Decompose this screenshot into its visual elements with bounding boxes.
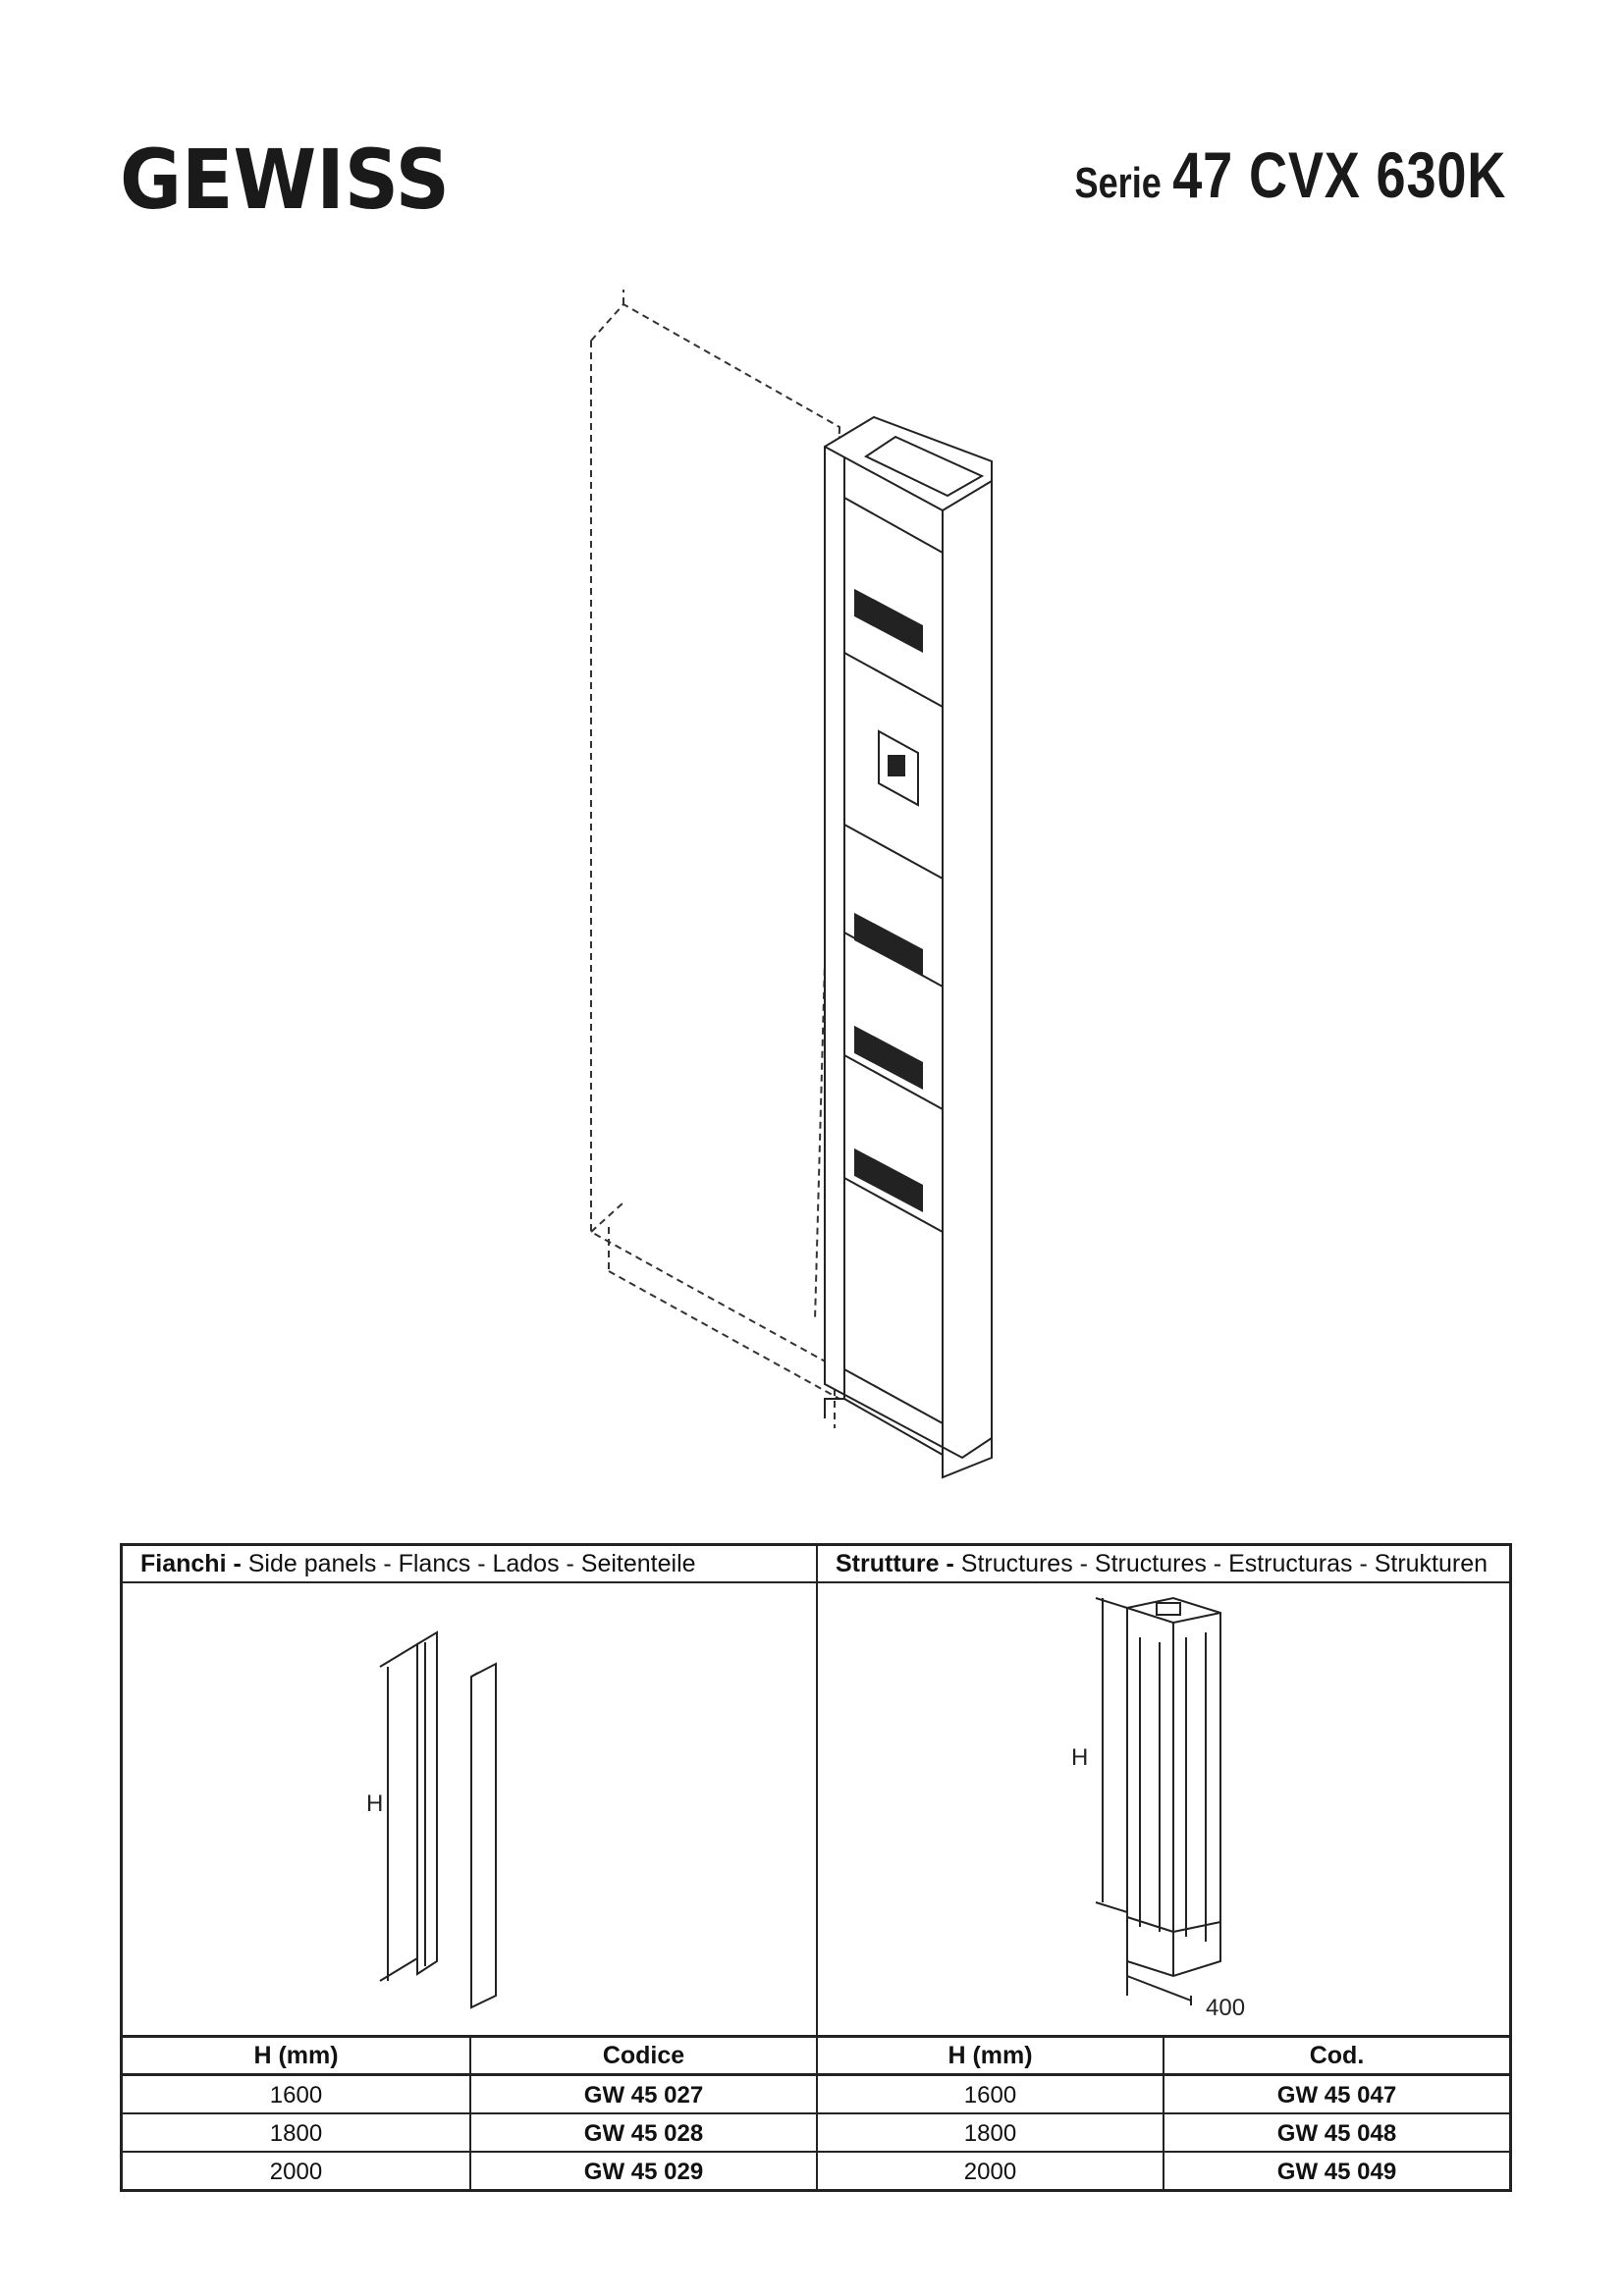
table-row <box>123 2153 1509 2189</box>
spec-table <box>120 1543 1512 2192</box>
left-col-code: Codice <box>469 2038 816 2073</box>
right-code-cell: GW 45 048 <box>1163 2114 1509 2151</box>
right-height-cell: 1600 <box>816 2076 1163 2112</box>
structure-height-label: H <box>1071 1744 1089 1771</box>
table-row <box>123 2114 1509 2153</box>
column-header-row <box>123 2038 1509 2076</box>
left-height-cell: 2000 <box>269 2159 323 2185</box>
right-height-cell: 1800 <box>816 2114 1163 2151</box>
right-height-cell: 2000 <box>816 2153 1163 2189</box>
series-prefix: Serie <box>1074 159 1162 207</box>
gewiss-logo <box>120 137 454 216</box>
structure-width-label: 400 <box>1206 1995 1246 2021</box>
left-code-cell: GW 45 028 <box>469 2114 816 2151</box>
cabinet-isometric-drawing <box>550 290 1060 1487</box>
logo-text: GEWISS <box>120 137 450 216</box>
series-code: 47 CVX 630K <box>1172 138 1506 211</box>
left-height-cell: 1800 <box>269 2120 323 2147</box>
right-col-height: H (mm) <box>816 2038 1163 2073</box>
right-code-cell: GW 45 049 <box>1163 2153 1509 2189</box>
structures-illustration <box>816 1583 1509 2035</box>
table-image-row <box>123 1583 1509 2038</box>
left-col-height: H (mm) <box>253 2042 339 2069</box>
table-row <box>123 2076 1509 2114</box>
series-title <box>1074 137 1506 216</box>
right-code-cell: GW 45 047 <box>1163 2076 1509 2112</box>
left-code-cell: GW 45 029 <box>469 2153 816 2189</box>
left-height-cell: 1600 <box>269 2082 323 2109</box>
right-col-code: Cod. <box>1163 2038 1509 2073</box>
side-panels-title: Fianchi - Side panels - Flancs - Lados - Seitenteile <box>140 1550 696 1577</box>
side-panels-illustration <box>123 1583 816 2035</box>
side-panel-height-label: H <box>366 1790 384 1817</box>
left-code-cell: GW 45 027 <box>469 2076 816 2112</box>
table-header-row <box>123 1546 1509 1583</box>
side-panel-outline <box>591 290 839 1428</box>
structures-title: Strutture - Structures - Structures - Estructuras - Strukturen <box>816 1546 1509 1581</box>
